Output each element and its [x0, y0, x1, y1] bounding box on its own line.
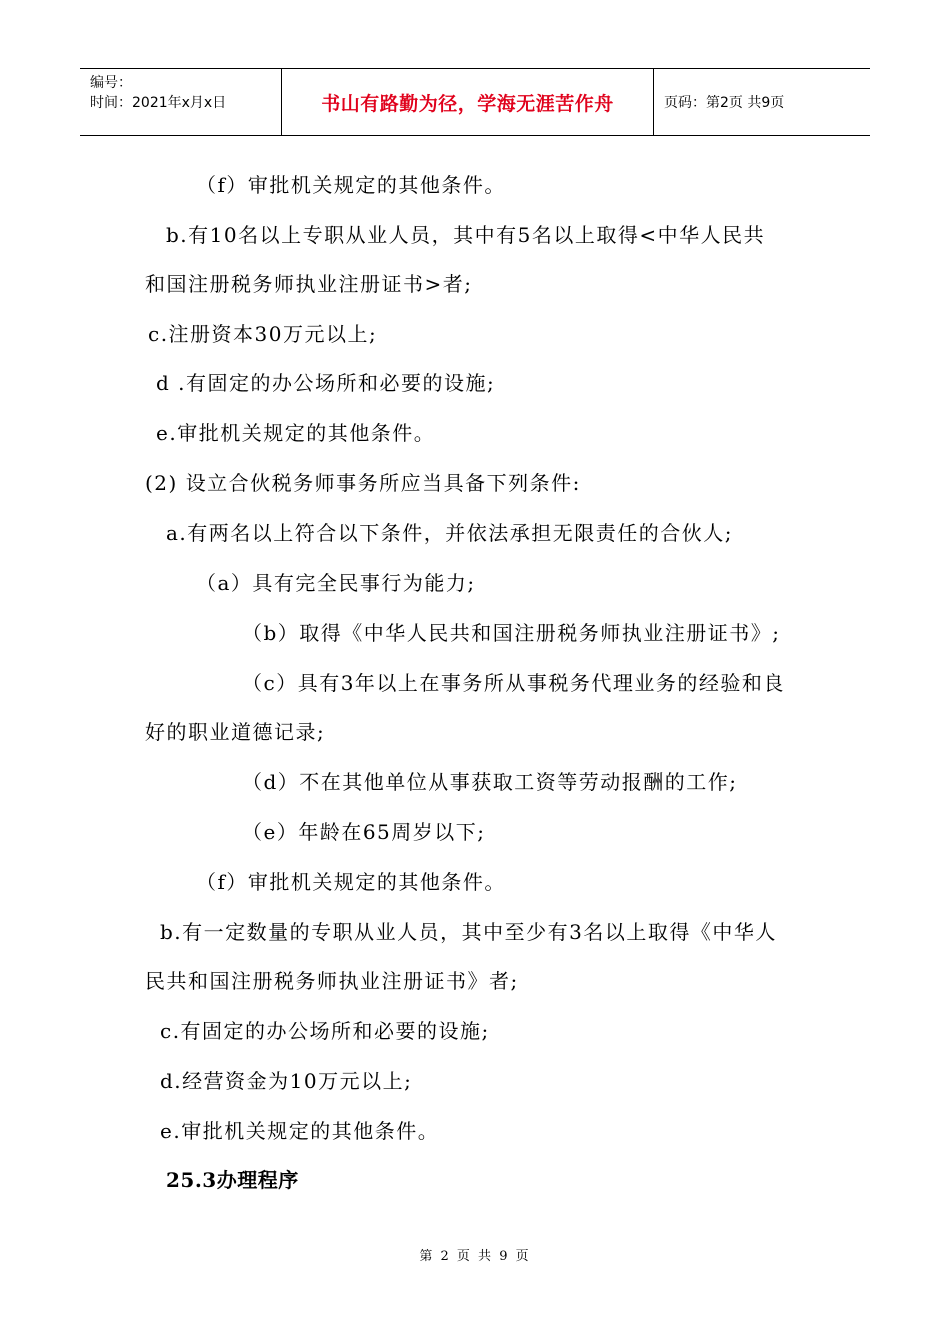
- body-line: 民共和国注册税务师执业注册证书》者;: [145, 969, 519, 993]
- body-line: （f）审批机关规定的其他条件。: [196, 870, 506, 894]
- body-line: a.有两名以上符合以下条件，并依法承担无限责任的合伙人;: [166, 521, 734, 545]
- body-line: (2) 设立合伙税务师事务所应当具备下列条件:: [145, 471, 581, 495]
- body-line: b.有一定数量的专职从业人员，其中至少有3名以上取得《中华人: [160, 920, 777, 944]
- body-line: 和国注册税务师执业注册证书>者;: [145, 272, 473, 296]
- body-line: （d）不在其他单位从事获取工资等劳动报酬的工作;: [242, 770, 738, 794]
- body-line: （e）年龄在65周岁以下;: [242, 820, 486, 844]
- body-line: （f）审批机关规定的其他条件。: [196, 173, 506, 197]
- body-line: b.有10名以上专职从业人员，其中有5名以上取得<中华人民共: [166, 223, 766, 247]
- page-header: [80, 68, 870, 136]
- page-footer: 第 2 页 共 9 页: [419, 1249, 531, 1264]
- document-time-label: 时间：2021年x月x日: [90, 95, 227, 111]
- section-heading: 25.3办理程序: [166, 1168, 299, 1192]
- body-line: c.注册资本30万元以上;: [148, 322, 378, 346]
- body-line: e.审批机关规定的其他条件。: [160, 1119, 440, 1143]
- header-meta-cell: [80, 69, 282, 135]
- body-line: d.经营资金为10万元以上;: [160, 1069, 413, 1093]
- body-line: 好的职业道德记录;: [145, 720, 326, 744]
- body-line: e.审批机关规定的其他条件。: [156, 421, 436, 445]
- document-number-label: 编号：: [90, 75, 132, 91]
- body-line: d .有固定的办公场所和必要的设施;: [156, 371, 496, 395]
- body-line: c.有固定的办公场所和必要的设施;: [160, 1019, 490, 1043]
- header-motto: 书山有路勤为径，学海无涯苦作舟: [282, 69, 654, 135]
- body-line: （c）具有3年以上在事务所从事税务代理业务的经验和良: [242, 671, 785, 695]
- body-line: （a）具有完全民事行为能力;: [196, 571, 476, 595]
- body-line: （b）取得《中华人民共和国注册税务师执业注册证书》;: [242, 621, 781, 645]
- header-page-info: 页码：第2页 共9页: [664, 95, 785, 111]
